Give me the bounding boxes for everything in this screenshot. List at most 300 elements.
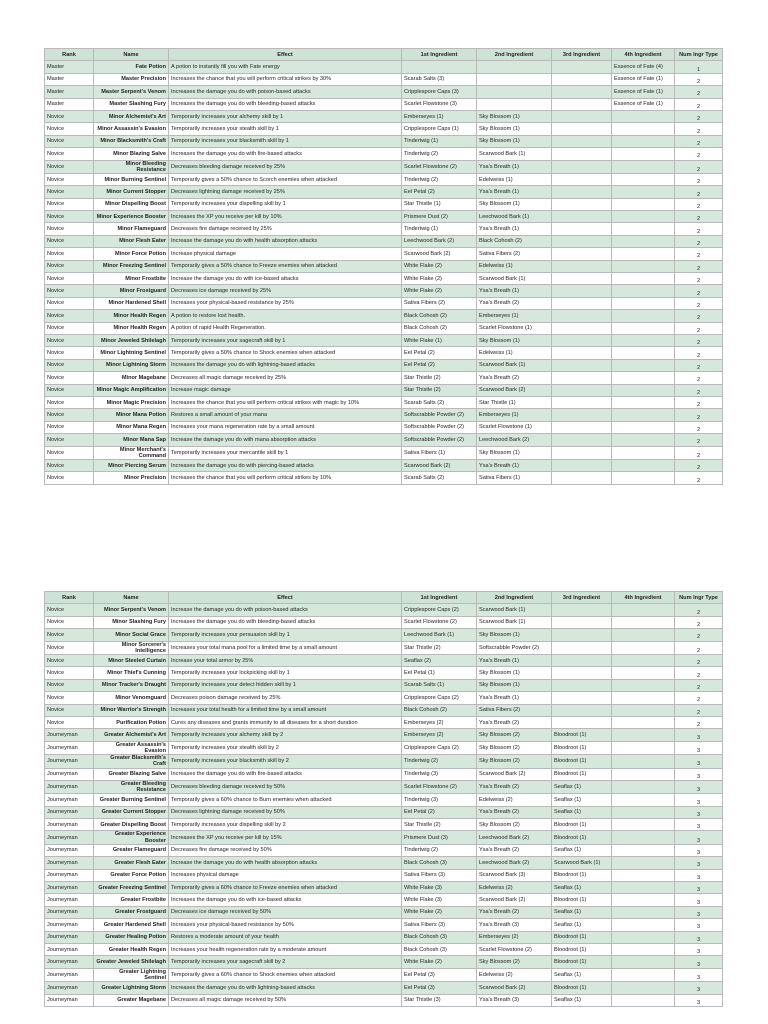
cell-name: Greater Burning Sentinel [94, 794, 169, 806]
cell-ingredient-3 [552, 641, 612, 654]
header-ingredient-2: 2nd Ingredient [477, 49, 552, 61]
cell-effect: Increase the damage you do with health absorption attacks [169, 235, 402, 247]
cell-name: Greater Blazing Salve [94, 768, 169, 780]
cell-ingredient-1: Sativa Fibers (1) [402, 446, 477, 459]
cell-ingredient-4 [612, 472, 675, 484]
potion-table-2 [44, 591, 723, 1007]
cell-rank: Journeyman [45, 729, 94, 741]
cell-rank: Journeyman [45, 944, 94, 956]
cell-num-ingr-type: 3 [675, 882, 723, 894]
cell-rank: Novice [45, 160, 94, 173]
cell-num-ingr-type: 3 [675, 755, 723, 768]
cell-rank: Novice [45, 396, 94, 408]
cell-name: Greater Lightning Storm [94, 982, 169, 994]
cell-ingredient-2: Scarwood Bark (2) [477, 982, 552, 994]
cell-ingredient-1: Scarwood Bark (2) [402, 248, 477, 260]
cell-ingredient-1: Eel Petal (1) [402, 667, 477, 679]
cell-effect: Temporarily increases your mercantile skill by 1 [169, 446, 402, 459]
cell-ingredient-3 [552, 198, 612, 210]
cell-ingredient-4 [612, 347, 675, 359]
cell-ingredient-3: Bloodroot (1) [552, 755, 612, 768]
cell-name: Greater Flameguard [94, 844, 169, 856]
table-row [45, 819, 723, 831]
cell-ingredient-4 [612, 906, 675, 918]
cell-effect: Decreases bleeding damage received by 50% [169, 780, 402, 793]
cell-ingredient-2: Star Thistle (1) [477, 396, 552, 408]
cell-num-ingr-type: 3 [675, 806, 723, 818]
cell-ingredient-1: White Flake (2) [402, 260, 477, 272]
cell-ingredient-2: Sky Blossom (2) [477, 729, 552, 741]
cell-effect: Temporarily increases your alchemy skill by 1 [169, 110, 402, 122]
cell-ingredient-1: Scarab Salts (2) [402, 396, 477, 408]
cell-rank: Journeyman [45, 844, 94, 856]
cell-effect: A potion to instantly fill you with Fate energy [169, 61, 402, 73]
table-row [45, 384, 723, 396]
cell-ingredient-4 [612, 135, 675, 147]
cell-ingredient-2: Scarlet Flowstone (1) [477, 421, 552, 433]
table-row [45, 831, 723, 844]
cell-rank: Novice [45, 641, 94, 654]
cell-ingredient-4 [612, 248, 675, 260]
cell-ingredient-1: Cripplespore Caps (2) [402, 604, 477, 616]
cell-ingredient-3: Scarwood Bark (1) [552, 857, 612, 869]
cell-ingredient-1: Star Thistle (2) [402, 372, 477, 384]
cell-num-ingr-type: 3 [675, 956, 723, 968]
cell-name: Minor Alchemist's Art [94, 110, 169, 122]
table-row [45, 794, 723, 806]
cell-ingredient-2 [477, 73, 552, 85]
cell-ingredient-2: Sky Blossom (2) [477, 741, 552, 754]
cell-effect: A potion of rapid Health Regeneration. [169, 322, 402, 334]
cell-ingredient-2: Leechwood Bark (2) [477, 857, 552, 869]
cell-ingredient-2: Softscrabble Powder (2) [477, 641, 552, 654]
cell-ingredient-1: Tindertwig (2) [402, 173, 477, 185]
table-row [45, 641, 723, 654]
table-row [45, 982, 723, 994]
cell-ingredient-3 [552, 716, 612, 728]
cell-ingredient-2: Ysa's Breath (2) [477, 844, 552, 856]
cell-ingredient-4 [612, 704, 675, 716]
cell-effect: Decreases bleeding damage received by 25% [169, 160, 402, 173]
cell-ingredient-1: Star Thistle (2) [402, 384, 477, 396]
cell-effect: Temporarily increases your dispelling skill by 2 [169, 819, 402, 831]
cell-ingredient-3: Seaflax (1) [552, 794, 612, 806]
cell-num-ingr-type: 2 [675, 384, 723, 396]
table-row [45, 347, 723, 359]
table-row [45, 882, 723, 894]
table-row [45, 372, 723, 384]
cell-num-ingr-type: 3 [675, 831, 723, 844]
cell-num-ingr-type: 2 [675, 273, 723, 285]
cell-ingredient-1: Scarlet Flowstone (2) [402, 780, 477, 793]
cell-ingredient-1: White Flake (3) [402, 882, 477, 894]
cell-rank: Novice [45, 198, 94, 210]
cell-num-ingr-type: 2 [675, 211, 723, 223]
cell-ingredient-4 [612, 123, 675, 135]
cell-ingredient-3 [552, 211, 612, 223]
cell-num-ingr-type: 3 [675, 819, 723, 831]
table-row [45, 919, 723, 931]
cell-name: Minor Piercing Serum [94, 459, 169, 471]
header-ingredient-4: 4th Ingredient [612, 592, 675, 604]
cell-ingredient-4 [612, 968, 675, 981]
cell-effect: Increases the XP you receive per kill by 15% [169, 831, 402, 844]
cell-ingredient-1: White Flake (1) [402, 335, 477, 347]
cell-ingredient-3 [552, 679, 612, 691]
cell-ingredient-4 [612, 260, 675, 272]
cell-effect: Temporarily increases your lockpicking skill by 1 [169, 667, 402, 679]
table-row [45, 844, 723, 856]
cell-ingredient-3: Seaflax (1) [552, 844, 612, 856]
cell-ingredient-1: Cripplespore Caps (3) [402, 86, 477, 98]
header-effect: Effect [169, 592, 402, 604]
cell-ingredient-3: Seaflax (1) [552, 882, 612, 894]
cell-ingredient-4 [612, 421, 675, 433]
cell-rank: Journeyman [45, 894, 94, 906]
cell-ingredient-1: White Flake (2) [402, 956, 477, 968]
table-row [45, 260, 723, 272]
cell-ingredient-4 [612, 322, 675, 334]
cell-rank: Novice [45, 434, 94, 446]
cell-ingredient-1: Tindertwig (1) [402, 135, 477, 147]
cell-ingredient-1: Black Cohosh (2) [402, 704, 477, 716]
header-num-ingr-type: Num Ingr Type [675, 592, 723, 604]
cell-effect: Temporarily gives a 60% chance to Freeze enemies when attacked [169, 882, 402, 894]
table-row [45, 248, 723, 260]
table-row [45, 198, 723, 210]
cell-ingredient-3 [552, 654, 612, 666]
cell-effect: Temporarily increases your stealth skill by 2 [169, 741, 402, 754]
cell-rank: Novice [45, 654, 94, 666]
cell-num-ingr-type: 3 [675, 931, 723, 943]
cell-rank: Novice [45, 248, 94, 260]
cell-ingredient-2: Ysa's Breath (3) [477, 994, 552, 1006]
cell-ingredient-1: Eel Petal (2) [402, 359, 477, 371]
cell-ingredient-2: Ysa's Breath (1) [477, 186, 552, 198]
cell-ingredient-2: Leechwood Bark (2) [477, 831, 552, 844]
cell-ingredient-3: Bloodroot (1) [552, 956, 612, 968]
cell-name: Minor Slashing Fury [94, 616, 169, 628]
cell-ingredient-1 [402, 61, 477, 73]
cell-rank: Journeyman [45, 741, 94, 754]
cell-rank: Master [45, 86, 94, 98]
cell-name: Minor Force Potion [94, 248, 169, 260]
cell-rank: Novice [45, 421, 94, 433]
cell-num-ingr-type: 3 [675, 919, 723, 931]
cell-num-ingr-type: 2 [675, 359, 723, 371]
table-row [45, 98, 723, 110]
cell-effect: Temporarily increases your alchemy skill by 2 [169, 729, 402, 741]
cell-effect: Decreases ice damage received by 25% [169, 285, 402, 297]
cell-ingredient-3: Seaflax (1) [552, 906, 612, 918]
cell-rank: Novice [45, 260, 94, 272]
cell-num-ingr-type: 2 [675, 110, 723, 122]
cell-rank: Journeyman [45, 956, 94, 968]
cell-num-ingr-type: 2 [675, 409, 723, 421]
table-row [45, 894, 723, 906]
cell-effect: Increases your physical-based resistance by 25% [169, 297, 402, 309]
cell-ingredient-4 [612, 173, 675, 185]
cell-effect: Temporarily increases your blacksmith skill by 2 [169, 755, 402, 768]
cell-ingredient-3 [552, 98, 612, 110]
cell-rank: Novice [45, 667, 94, 679]
cell-ingredient-3 [552, 472, 612, 484]
cell-effect: Increases the damage you do with poison-based attacks [169, 86, 402, 98]
cell-rank: Novice [45, 359, 94, 371]
cell-ingredient-2: Edelweiss (2) [477, 794, 552, 806]
cell-ingredient-1: Scarab Salts (1) [402, 679, 477, 691]
cell-num-ingr-type: 3 [675, 741, 723, 754]
cell-ingredient-3: Bloodroot (1) [552, 729, 612, 741]
table-row [45, 148, 723, 160]
cell-effect: Increase the damage you do with health absorption attacks [169, 857, 402, 869]
cell-rank: Novice [45, 446, 94, 459]
table-row [45, 123, 723, 135]
cell-name: Minor Freezing Sentinel [94, 260, 169, 272]
header-num-ingr-type: Num Ingr Type [675, 49, 723, 61]
cell-num-ingr-type: 3 [675, 794, 723, 806]
cell-ingredient-4 [612, 780, 675, 793]
cell-ingredient-3 [552, 372, 612, 384]
cell-name: Minor Blazing Salve [94, 148, 169, 160]
cell-ingredient-4 [612, 956, 675, 968]
cell-ingredient-4 [612, 211, 675, 223]
cell-num-ingr-type: 2 [675, 73, 723, 85]
cell-ingredient-2: Ysa's Breath (2) [477, 780, 552, 793]
cell-ingredient-1: Black Cohosh (3) [402, 857, 477, 869]
cell-ingredient-1: Sativa Fibers (2) [402, 297, 477, 309]
table-row [45, 186, 723, 198]
header-ingredient-1: 1st Ingredient [402, 49, 477, 61]
cell-ingredient-4 [612, 831, 675, 844]
cell-name: Minor Serpent's Venom [94, 604, 169, 616]
cell-rank: Novice [45, 347, 94, 359]
cell-ingredient-3 [552, 61, 612, 73]
cell-ingredient-1: Black Cohosh (3) [402, 944, 477, 956]
cell-rank: Journeyman [45, 755, 94, 768]
cell-ingredient-1: Scarlet Flowstone (2) [402, 160, 477, 173]
cell-ingredient-4 [612, 692, 675, 704]
cell-num-ingr-type: 2 [675, 248, 723, 260]
cell-num-ingr-type: 2 [675, 86, 723, 98]
cell-ingredient-3 [552, 310, 612, 322]
cell-ingredient-4 [612, 372, 675, 384]
cell-ingredient-2: Ysa's Breath (2) [477, 906, 552, 918]
cell-num-ingr-type: 2 [675, 322, 723, 334]
cell-ingredient-2: Sky Blossom (1) [477, 198, 552, 210]
cell-num-ingr-type: 2 [675, 716, 723, 728]
cell-ingredient-4: Essence of Fate (1) [612, 73, 675, 85]
cell-name: Minor Experience Booster [94, 211, 169, 223]
cell-num-ingr-type: 2 [675, 198, 723, 210]
cell-ingredient-4 [612, 434, 675, 446]
cell-effect: Decreases all magic damage received by 50% [169, 994, 402, 1006]
cell-ingredient-3: Bloodroot (1) [552, 831, 612, 844]
cell-name: Minor Magic Amplification [94, 384, 169, 396]
cell-ingredient-4 [612, 982, 675, 994]
cell-ingredient-4 [612, 186, 675, 198]
cell-ingredient-2 [477, 98, 552, 110]
cell-ingredient-1: Cripplespore Caps (1) [402, 123, 477, 135]
cell-ingredient-1: White Flake (3) [402, 894, 477, 906]
cell-ingredient-1: White Flake (2) [402, 285, 477, 297]
cell-ingredient-2: Ysa's Breath (2) [477, 297, 552, 309]
table-row [45, 396, 723, 408]
table-row [45, 359, 723, 371]
cell-name: Minor Dispelling Boost [94, 198, 169, 210]
cell-ingredient-4: Essence of Fate (4) [612, 61, 675, 73]
cell-ingredient-3 [552, 110, 612, 122]
cell-name: Minor Merchant's Command [94, 446, 169, 459]
cell-ingredient-2: Edelweiss (1) [477, 260, 552, 272]
cell-effect: Restores a small amount of your mana [169, 409, 402, 421]
cell-name: Minor Current Stopper [94, 186, 169, 198]
potion-table-1 [44, 48, 723, 485]
cell-ingredient-2: Scarlet Flowstone (1) [477, 322, 552, 334]
cell-name: Greater Flesh Eater [94, 857, 169, 869]
cell-num-ingr-type: 2 [675, 260, 723, 272]
cell-ingredient-3 [552, 434, 612, 446]
cell-ingredient-1: Scarab Salts (3) [402, 73, 477, 85]
cell-ingredient-4 [612, 857, 675, 869]
cell-num-ingr-type: 3 [675, 968, 723, 981]
cell-ingredient-3 [552, 359, 612, 371]
cell-ingredient-1: Prismere Dust (2) [402, 211, 477, 223]
cell-effect: Increase the damage you do with ice-based attacks [169, 273, 402, 285]
cell-ingredient-2: Scarwood Bark (2) [477, 384, 552, 396]
cell-rank: Novice [45, 335, 94, 347]
cell-ingredient-4 [612, 359, 675, 371]
table-row [45, 857, 723, 869]
cell-ingredient-1: Scarlet Flowstone (3) [402, 98, 477, 110]
table-row [45, 273, 723, 285]
cell-effect: Temporarily increases your stealth skill by 1 [169, 123, 402, 135]
header-ingredient-1: 1st Ingredient [402, 592, 477, 604]
table-header-row [45, 49, 723, 61]
cell-ingredient-2: Sativa Fibers (1) [477, 472, 552, 484]
cell-num-ingr-type: 3 [675, 982, 723, 994]
cell-effect: Temporarily increases your sagecraft skill by 2 [169, 956, 402, 968]
cell-effect: Decreases fire damage received by 50% [169, 844, 402, 856]
table-row [45, 616, 723, 628]
cell-ingredient-2: Sky Blossom (1) [477, 667, 552, 679]
cell-num-ingr-type: 2 [675, 692, 723, 704]
cell-ingredient-3: Seaflax (1) [552, 780, 612, 793]
cell-name: Greater Hardened Shell [94, 919, 169, 931]
cell-num-ingr-type: 2 [675, 223, 723, 235]
cell-ingredient-4 [612, 641, 675, 654]
cell-effect: Decreases lightning damage received by 25% [169, 186, 402, 198]
cell-num-ingr-type: 2 [675, 148, 723, 160]
cell-effect: Temporarily gives a 60% chance to Shock enemies when attacked [169, 968, 402, 981]
table-row [45, 434, 723, 446]
cell-name: Minor Lightning Sentinel [94, 347, 169, 359]
cell-ingredient-1: Softscrabble Powder (2) [402, 434, 477, 446]
cell-effect: Increases the damage you do with bleeding-based attacks [169, 98, 402, 110]
cell-effect: Increases the chance that you will perform critical strikes by 10% [169, 472, 402, 484]
cell-rank: Journeyman [45, 780, 94, 793]
cell-name: Minor Blacksmith's Craft [94, 135, 169, 147]
table-row [45, 806, 723, 818]
cell-ingredient-4 [612, 148, 675, 160]
table-row [45, 472, 723, 484]
cell-ingredient-4 [612, 629, 675, 641]
cell-ingredient-1: Softscrabble Powder (2) [402, 409, 477, 421]
cell-rank: Journeyman [45, 806, 94, 818]
cell-name: Minor Precision [94, 472, 169, 484]
cell-name: Minor Assassin's Evasion [94, 123, 169, 135]
cell-effect: A potion to restore lost health. [169, 310, 402, 322]
cell-effect: Increases the chance that you will perform critical strikes with magic by 10% [169, 396, 402, 408]
cell-ingredient-4 [612, 919, 675, 931]
cell-effect: Increases the damage you do with fire-based attacks [169, 148, 402, 160]
cell-ingredient-3: Bloodroot (1) [552, 768, 612, 780]
cell-rank: Master [45, 73, 94, 85]
cell-rank: Novice [45, 273, 94, 285]
cell-ingredient-3: Bloodroot (1) [552, 741, 612, 754]
cell-ingredient-1: White Flake (2) [402, 906, 477, 918]
cell-ingredient-2: Ysa's Breath (3) [477, 919, 552, 931]
header-ingredient-4: 4th Ingredient [612, 49, 675, 61]
cell-effect: Temporarily increases your sagecraft skill by 1 [169, 335, 402, 347]
cell-ingredient-4 [612, 794, 675, 806]
table-row [45, 692, 723, 704]
cell-ingredient-2: Sky Blossom (2) [477, 956, 552, 968]
cell-ingredient-3 [552, 285, 612, 297]
cell-ingredient-2: Ysa's Breath (2) [477, 372, 552, 384]
cell-rank: Novice [45, 409, 94, 421]
header-name: Name [94, 592, 169, 604]
cell-ingredient-1: Softscrabble Powder (2) [402, 421, 477, 433]
cell-ingredient-3 [552, 629, 612, 641]
cell-ingredient-2: Scarwood Bark (3) [477, 869, 552, 881]
cell-ingredient-3 [552, 667, 612, 679]
header-effect: Effect [169, 49, 402, 61]
cell-ingredient-3: Bloodroot (1) [552, 869, 612, 881]
table-row [45, 755, 723, 768]
table-row [45, 956, 723, 968]
table-row [45, 160, 723, 173]
table-row [45, 61, 723, 73]
cell-ingredient-3: Bloodroot (1) [552, 894, 612, 906]
cell-name: Minor Magebane [94, 372, 169, 384]
cell-effect: Temporarily increases your detect hidden skill by 1 [169, 679, 402, 691]
table-row [45, 968, 723, 981]
cell-num-ingr-type: 3 [675, 844, 723, 856]
cell-rank: Journeyman [45, 768, 94, 780]
cell-effect: Cures any diseases and grants immunity to all diseases for a short duration [169, 716, 402, 728]
cell-name: Greater Magebane [94, 994, 169, 1006]
table-row [45, 629, 723, 641]
cell-ingredient-3: Seaflax (1) [552, 806, 612, 818]
cell-num-ingr-type: 3 [675, 944, 723, 956]
cell-ingredient-4 [612, 944, 675, 956]
cell-rank: Journeyman [45, 831, 94, 844]
table-row [45, 310, 723, 322]
cell-ingredient-3: Bloodroot (1) [552, 819, 612, 831]
cell-name: Minor Steeled Curtain [94, 654, 169, 666]
cell-num-ingr-type: 2 [675, 135, 723, 147]
table-row [45, 446, 723, 459]
cell-name: Greater Force Potion [94, 869, 169, 881]
cell-ingredient-3 [552, 248, 612, 260]
cell-num-ingr-type: 3 [675, 729, 723, 741]
cell-effect: Increases your mana regeneration rate by a small amount [169, 421, 402, 433]
cell-ingredient-1: Black Cohosh (2) [402, 310, 477, 322]
cell-ingredient-2: Sky Blossom (1) [477, 135, 552, 147]
cell-ingredient-3 [552, 616, 612, 628]
cell-ingredient-1: Scarlet Flowstone (2) [402, 616, 477, 628]
